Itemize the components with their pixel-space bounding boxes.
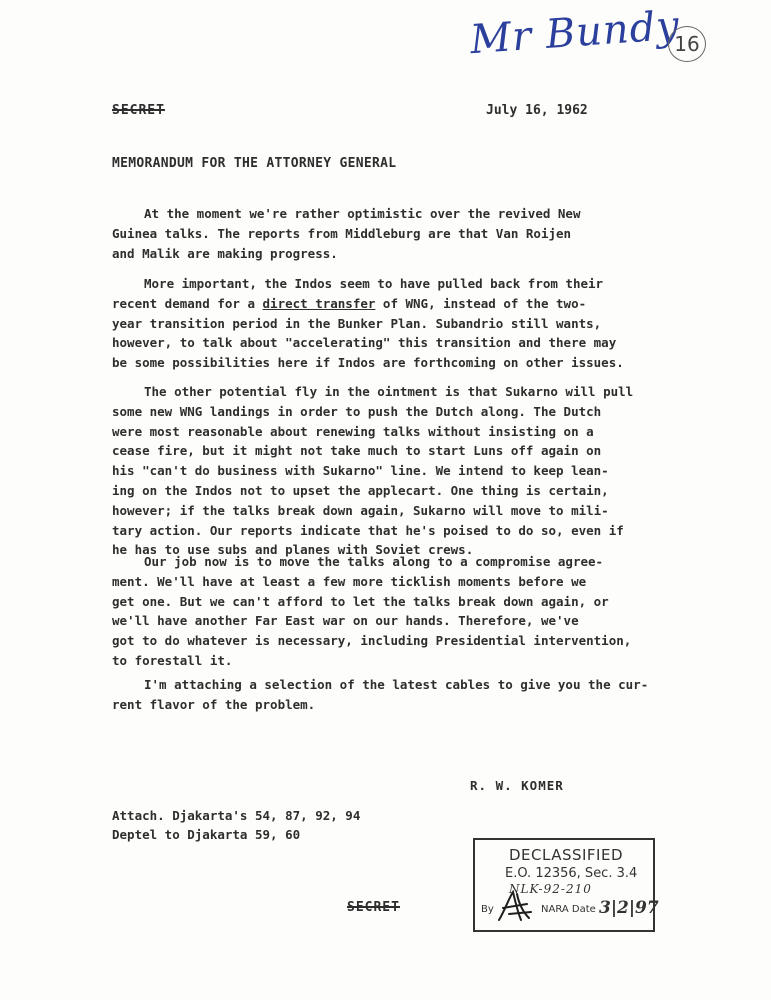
paragraph-line: Our job now is to move the talks along to a compromise agree- (144, 554, 604, 569)
classification-marking-bottom: SECRET (347, 900, 400, 915)
declassification-stamp (473, 838, 659, 932)
classification-marking-top: SECRET (112, 103, 165, 118)
paragraph-line: ment. We'll have at least a few more ticklish moments before we (112, 573, 587, 589)
paragraph-line: cease fire, but it might not take much to start Luns off again on (112, 443, 602, 459)
paragraph-line: however; if the talks break down again, Sukarno will move to mili- (112, 502, 609, 518)
handwritten-addressee-note: Mr Bundy (468, 2, 682, 64)
paragraph-line-with-underline (112, 294, 624, 314)
paragraph-line: ing on the Indos not to upset the applecart. One thing is certain, (112, 482, 609, 498)
line-segment: of WNG, instead of the two- (375, 295, 587, 311)
paragraph-line: get one. But we can't afford to let the talks break down again, or (112, 593, 609, 609)
paragraph-line: The other potential fly in the ointment is that Sukarno will pull (144, 384, 634, 399)
paragraph-line: some new WNG landings in order to push the Dutch along. The Dutch (112, 403, 602, 419)
paragraph-line: Guinea talks. The reports from Middleburg are that Van Roijen (112, 225, 572, 241)
underlined-phrase: direct transfer (262, 295, 376, 311)
paragraph-line: tary action. Our reports indicate that he's poised to do so, even if (112, 522, 624, 538)
attachment-line: Deptel to Djakarta 59, 60 (112, 827, 301, 842)
circled-page-number: 16 (668, 26, 706, 62)
paragraph-line: More important, the Indos seem to have pulled back from their (144, 276, 604, 291)
body-paragraph-3 (112, 382, 633, 560)
paragraph-line: At the moment we're rather optimistic over the revived New (144, 206, 581, 221)
paragraph-line: his "can't do business with Sukarno" line. We intend to keep lean- (112, 463, 609, 479)
handwritten-initials-icon (495, 890, 535, 924)
paragraph-line: he has to use subs and planes with Soviet crews. (112, 542, 474, 558)
stamp-by-label: By (481, 904, 494, 915)
paragraph-line: and Malik are making progress. (112, 245, 338, 261)
paragraph-line: rent flavor of the problem. (112, 696, 316, 712)
paragraph-line: were most reasonable about renewing talks without insisting on a (112, 423, 594, 439)
attachment-line: Attach. Djakarta's 54, 87, 92, 94 (112, 808, 361, 823)
paragraph-line: be some possibilities here if Indos are forthcoming on other issues. (112, 355, 624, 371)
paragraph-line: got to do whatever is necessary, including Presidential intervention, (112, 633, 632, 649)
memo-title: MEMORANDUM FOR THE ATTORNEY GENERAL (112, 156, 397, 171)
stamp-nara-label: NARA Date (541, 904, 596, 915)
body-paragraph-1 (112, 204, 581, 263)
stamp-authority: E.O. 12356, Sec. 3.4 (505, 866, 638, 881)
paragraph-line: however, to talk about "accelerating" this transition and there may (112, 335, 617, 351)
body-paragraph-5 (112, 675, 648, 715)
paragraph-line: we'll have another Far East war on our hands. Therefore, we've (112, 613, 579, 629)
signature-block: R. W. KOMER (470, 778, 564, 793)
stamp-title: DECLASSIFIED (509, 846, 624, 864)
line-segment: recent demand for a (112, 295, 263, 311)
stamp-case-number: NLK-92-210 (509, 882, 592, 896)
stamp-handwritten-date: 3|2|97 (599, 898, 659, 918)
paragraph-line: year transition period in the Bunker Plan. Subandrio still wants, (112, 315, 602, 331)
body-paragraph-2 (112, 274, 624, 373)
paragraph-line: I'm attaching a selection of the latest cables to give you the cur- (144, 677, 649, 692)
paragraph-line: to forestall it. (112, 652, 233, 668)
body-paragraph-4 (112, 552, 631, 671)
memo-date: July 16, 1962 (486, 103, 588, 118)
